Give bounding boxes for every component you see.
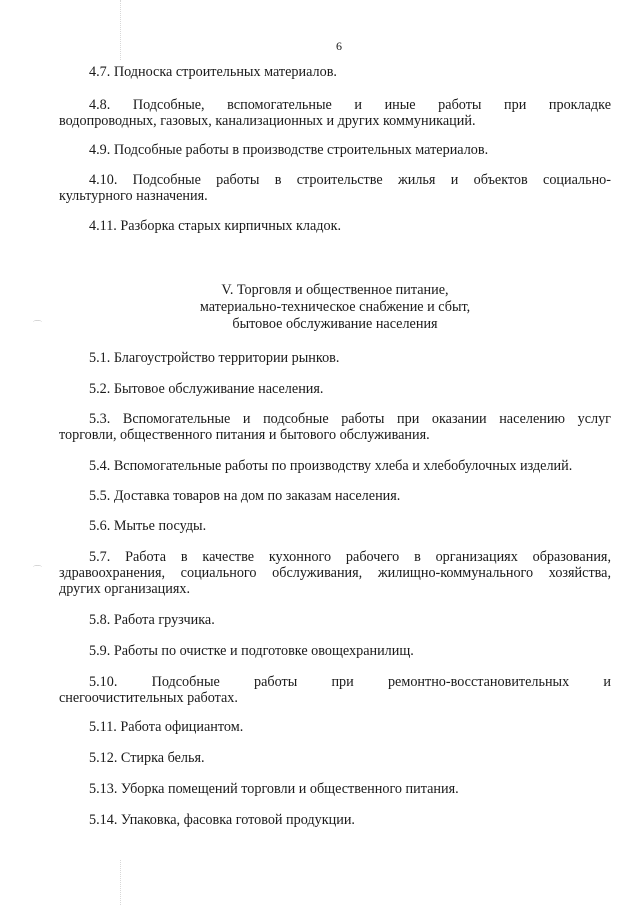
section-heading (130, 282, 540, 333)
section-heading-line: материально-техническое снабжение и сбыт, (199, 299, 471, 315)
list-item-5-2: 5.2. Бытовое обслуживание населения. (89, 381, 324, 397)
list-item-5-13: 5.13. Уборка помещений торговли и общественного питания. (89, 781, 459, 797)
list-item-5-7: 5.7. Работа в качестве кухонного рабочего в организациях образования, здравоохранения, социального обслуживания, жилищно-коммунального хозяйства, других организациях. (59, 549, 611, 597)
scan-artifact-line (120, 860, 122, 905)
list-item-4-8: 4.8. Подсобные, вспомогательные и иные работы при прокладке водопроводных, газовых, канализационных и других коммуникаций. (59, 97, 611, 129)
list-item-5-5: 5.5. Доставка товаров на дом по заказам населения. (89, 488, 401, 504)
scan-artifact-line (120, 0, 122, 60)
list-item-5-1: 5.1. Благоустройство территории рынков. (89, 350, 340, 366)
section-heading-line: V. Торговля и общественное питание, (221, 282, 449, 298)
list-item-4-7: 4.7. Подноска строительных материалов. (89, 64, 337, 80)
section-heading-line: бытовое обслуживание населения (232, 316, 438, 332)
list-item-5-9: 5.9. Работы по очистке и подготовке овощехранилищ. (89, 643, 414, 659)
list-item-5-4: 5.4. Вспомогательные работы по производству хлеба и хлебобулочных изделий. (89, 458, 573, 474)
list-item-5-12: 5.12. Стирка белья. (89, 750, 205, 766)
scan-artifact-mark: ⌒ (33, 565, 43, 575)
page-number: 6 (336, 39, 342, 53)
list-item-5-14: 5.14. Упаковка, фасовка готовой продукции. (89, 812, 355, 828)
list-item-4-11: 4.11. Разборка старых кирпичных кладок. (89, 218, 342, 234)
scan-artifact-mark: ⌒ (33, 320, 43, 330)
list-item-5-11: 5.11. Работа официантом. (89, 719, 244, 735)
list-item-5-6: 5.6. Мытье посуды. (89, 518, 207, 534)
list-item-5-3: 5.3. Вспомогательные и подсобные работы при оказании населению услуг торговли, общественного питания и бытового обслуживания. (59, 411, 611, 443)
list-item-4-9: 4.9. Подсобные работы в производстве строительных материалов. (89, 142, 489, 158)
list-item-5-10: 5.10. Подсобные работы при ремонтно-восстановительных и снегоочистительных работах. (59, 674, 611, 706)
list-item-5-8: 5.8. Работа грузчика. (89, 612, 215, 628)
list-item-4-10: 4.10. Подсобные работы в строительстве жилья и объектов социально- культурного назначения. (59, 172, 611, 204)
